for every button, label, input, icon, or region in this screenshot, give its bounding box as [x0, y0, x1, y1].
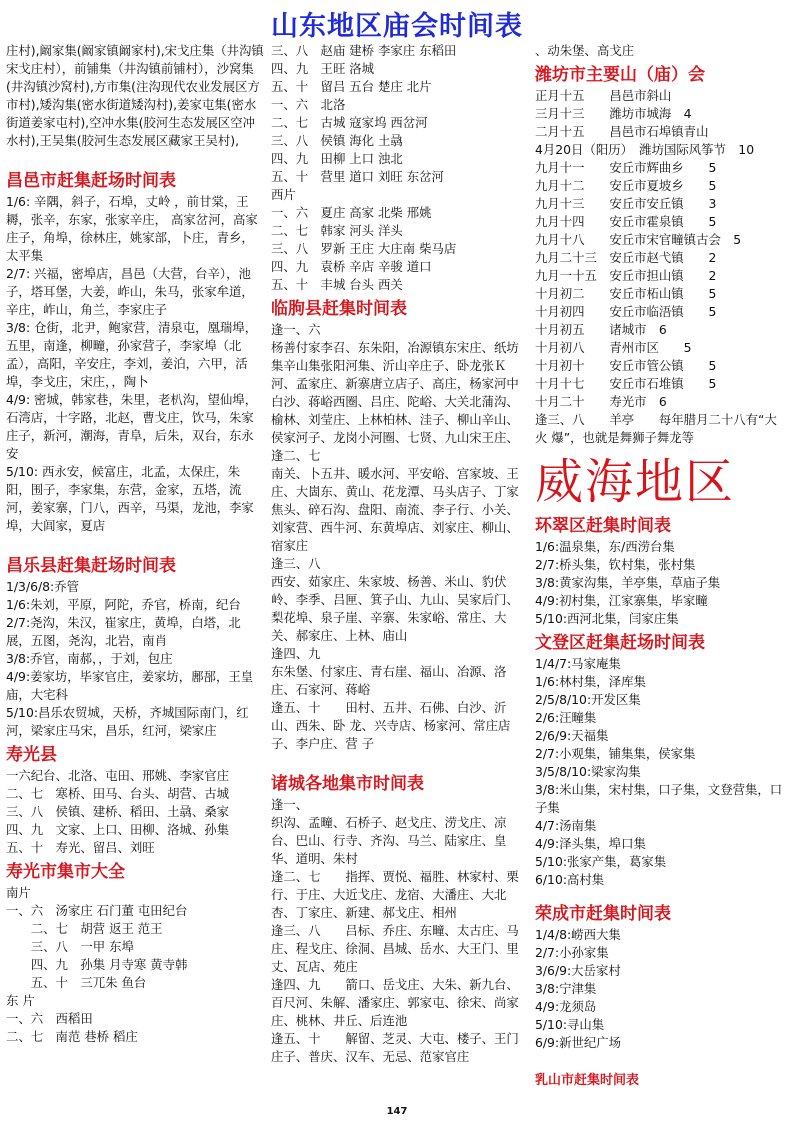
column-right	[535, 42, 789, 1091]
linqu-schedule: 逢一、六 杨善付家李召、东朱阳，冶源镇东宋庄、纸坊 集辛山集张阳河集、沂山辛庄子、卧龙张Ｋ 河、孟家庄、新寨唐立店子、高庄，杨家河中 白沙、蒋峪西圈、吕庄、陀峪、大关北蒲沟、 榆林、刘莹庄、上林柏林、洼子、柳山辛山、 侯家河子、龙岗小河圈、七贤、九山宋王庄、 逢二、七 南关、卜五井、暖水河、平安峪、宫家坡、王 庄、大崮东、黄山、花龙潭、马头店子、丁家 焦头、碎石沟、盘阳、南流、李子行、小关、 刘家营、西牛河、东黄埠店、刘家庄、柳山、 宿家庄 逢三、八 西安、茹家庄、朱家坡、杨善、米山、豹伏 岭、李季、吕匣、箕子山、九山、吴家后门、 梨花埠、泉子崖、辛寨、朱家峪、常庄、大 关、郝家庄、上林、庙山 逢四、九 东朱堡、付家庄、青右崖、福山、冶源、洛 庄、石家河、蒋峪 逢五、十 田村、五井、石佛、白沙、沂山、西朱、卧 龙、兴寺店、杨家河、常庄店子、李户庄、营 子	[271, 322, 519, 751]
weifang-temple-fair-heading: 潍坊市主要山（庙）会	[535, 65, 705, 85]
changyi-day-1-6: 1/6: 辛隅，斜子，石埠，丈岭 ，前甘棠，王耨，张辛，东家，张家辛庄， 高家岔河，高家庄子，角埠，徐林庄，姚家部，卜庄，青乡，太平集	[6, 194, 258, 263]
changyi-day-3-8: 3/8: 仓街，北尹，鲍家营，清泉屯，凰瑞埠，五里，南逢，柳疃，孙家营子，李家埠（北孟），高阳，辛安庄，李刘，姜泊，六甲，活埠，李戈庄，宋庄，，陶卜	[6, 320, 258, 389]
changle-day-1-6: 1/6:朱刘，平原，阿陀，乔官，桥南，纪台	[6, 597, 241, 612]
wendeng-schedule: 1/4/7:马家庵集 1/6:林村集，泽库集 2/5/8/10:开发区集 2/6:汪疃集 2/6/9:天福集 2/7:小观集，铺集集，侯家集 3/5/8/10:梁家沟集 3/8:米山集，宋村集，口子集，文登营集，口子集 4/7:汤南集 4/9:泽头集，埠口集 5/10:张家产集，葛家集 6/10:高村集	[535, 656, 783, 887]
changyi-day-4-9: 4/9: 密城，韩家巷，朱里，老朳沟，望仙埠，石湾店，十字路，北赵，曹戈庄，饮马，朱家庄子，新河，潮海，青阜，后朱，双台，东永安	[6, 392, 258, 461]
shouguang-market-schedule: 南片 一、六 汤家庄 石门董 屯田纪台 二、七 胡营 返王 范王 三、八 一甲 东埠 四、九 孙集 月寺寒 黄寺韩 五、十 三兀朱 鱼台 东 片 一、六 西稻田 二、七 南范 巷桥 稻庄	[6, 885, 188, 1044]
shouguang-heading: 寿光县	[6, 745, 57, 765]
weifang-temple-fair-list: 正月十五 昌邑市斜山 三月十三 潍坊市城海 4 二月十五 昌邑市石埠镇青山 4月20日（阳历） 潍坊国际风筝节 10 九月十一 安丘市辉曲乡 5 九月十二 安丘市夏坡乡 5 九月十三 安丘市安丘镇 3 九月十四 安丘市霍泉镇 5 九月十八 安丘市宋官疃镇古会 5 九月二十三 安丘市赵弋镇 2 九月一十五 安丘市担山镇 2 十月初二 安丘市柘山镇 5 十月初四 安丘市临浯镇 5 十月初五 诸城市 6 十月初八 青州市区 5 十月初十 安丘市管公镇 5 十月十七 安丘市石堆镇 5 十月二十 寿光市 6 逢三、八 羊亭 每年腊月二十八有“大火 爆”，也就是舞狮子舞龙等	[535, 88, 777, 445]
column-left	[6, 42, 264, 1046]
weihai-region-heading: 威海地区	[535, 454, 736, 510]
shouguang-market-heading: 寿光市集市大全	[6, 862, 125, 882]
wendeng-heading: 文登区赶集赶场时间表	[535, 633, 705, 653]
changyi-day-5-10: 5/10: 西永安，候富庄，北孟，太保庄，朱阳，围子，李家集，东营，金家，五塔，流河，姜家寨，门八，西辛，马渠，龙池，李家埠，大闾家，夏店	[6, 464, 254, 533]
changle-day-1-3-6-8: 1/3/6/8:乔管	[6, 579, 80, 594]
gaomi-market-continued: 庄村),阚家集(阚家镇阚家村),宋戈庄集（井沟镇宋戈庄村），前铺集（井沟镇前铺村），沙窝集(井沟镇沙窝村),方市集(注沟现代农业发展区方市村),矮沟集(密水街道矮沟村),姜家屯集(密水街道姜家屯村),空冲水集(胶河生态发展区空冲水村),王吴集(胶河生态发展区藏家王吴村),	[6, 43, 264, 148]
changle-day-4-9: 4/9:姜家坊，毕家官庄，姜家坊，鄌郚，王皇庙，大宅科	[6, 669, 254, 702]
zhucheng-continued: 、动朱堡、高戈庄	[535, 43, 635, 58]
changyi-day-2-7: 2/7: 兴福，密埠店，昌邑（大营，台辛），池子，塔耳堡，大姜，岞山，朱马，张家牟道，辛庄，岞山，角兰，李家庄子	[6, 266, 254, 317]
huancui-heading: 环翠区赶集时间表	[535, 516, 671, 536]
rongcheng-schedule: 1/4/8:崂西大集 2/7:小孙家集 3/6/9:大岳家村 3/8:宁津集 4/9:龙须岛 5/10:寻山集 6/9:新世纪广场	[535, 927, 622, 1050]
zhucheng-heading: 诸城各地集市时间表	[271, 774, 424, 794]
page-title: 山东地区庙会时间表	[271, 11, 523, 42]
page-number: 147	[386, 1106, 408, 1117]
shouguang-schedule: 一六纪台、北洛、屯田、邢姚、李家官庄 二、七 寒桥、田马、台头、胡营、古城 三、八 侯镇、建桥、稻田、土骉、桑家 四、九 文家、上口、田柳、洛城、孙集 五、十 寿光、留吕、刘旺	[6, 768, 230, 855]
column-middle	[271, 42, 529, 1066]
linqu-heading: 临朐县赶集时间表	[271, 299, 407, 319]
changle-heading: 昌乐县赶集赶场时间表	[6, 556, 176, 576]
rushan-heading: 乳山市赶集时间表	[535, 1073, 640, 1088]
zhucheng-schedule: 逢一、 织沟、孟疃、石桥子、赵戈庄、涝戈庄、凉台、巴山、行寺、齐沟、马兰、陆家庄、皇华、道明、朱村 逢二、七 指挥、贾悦、福胜、林家村、栗行、于庄、大近戈庄、龙宿、大潘庄、大北杏、丁家庄、新建、郝戈庄、相州 逢三、八 吕标、乔庄、东疃、太古庄、马庄、程戈庄、徐洞、昌城、岳水、大王门、里丈、瓦店、苑庄 逢四、九 箭口、岳戈庄、大朱、新九台、百尺河、朱解、潘家庄、郭家屯、徐宋、尚家庄、桃林、井丘、后连池 逢五、十 解留、芝灵、大屯、楼子、王门庄子、普庆、汉车、无忌、范家官庄	[271, 797, 519, 1064]
changyi-heading: 昌邑市赶集赶场时间表	[6, 171, 176, 191]
changle-day-3-8: 3/8:乔官，南郝，，于刘，包庄	[6, 651, 173, 666]
changle-day-5-10: 5/10:昌乐农贸城，天桥，齐城国际南门，红河，梁家庄马宋，昌乐，红河，梁家庄	[6, 705, 249, 738]
changle-day-2-7: 2/7:尧沟，朱汉，崔家庄，黄埠，白塔，北展，五图，尧沟，北岩，南肖	[6, 615, 241, 648]
huancui-schedule: 1/6:温泉集，东/西涝台集 2/7:桥头集，钦村集，张村集 3/8:黄家沟集，羊亭集，草庙子集 4/9:初村集，江家寨集，毕家疃 5/10:西河北集，闫家庄集	[535, 539, 721, 626]
rongcheng-heading: 荣成市赶集时间表	[535, 904, 671, 924]
shouguang-market-continued: 三、八 赵庙 建桥 李家庄 东稻田 四、九 王旺 洛城 五、十 留吕 五台 楚庄 北片 一、六 北洛 二、七 古城 寇家坞 西岔河 三、八 侯镇 海化 土骉 四、九 田柳 上口 浊北 五、十 营里 道口 刘旺 东岔河 西片 一、六 夏庄 高家 北柴 邢姚 二、七 韩家 河头 洋头 三、八 罗新 王庄 大庄南 柴马店 四、九 袁桥 辛店 辛骏 道口 五、十 丰城 台头 西关	[271, 43, 457, 292]
